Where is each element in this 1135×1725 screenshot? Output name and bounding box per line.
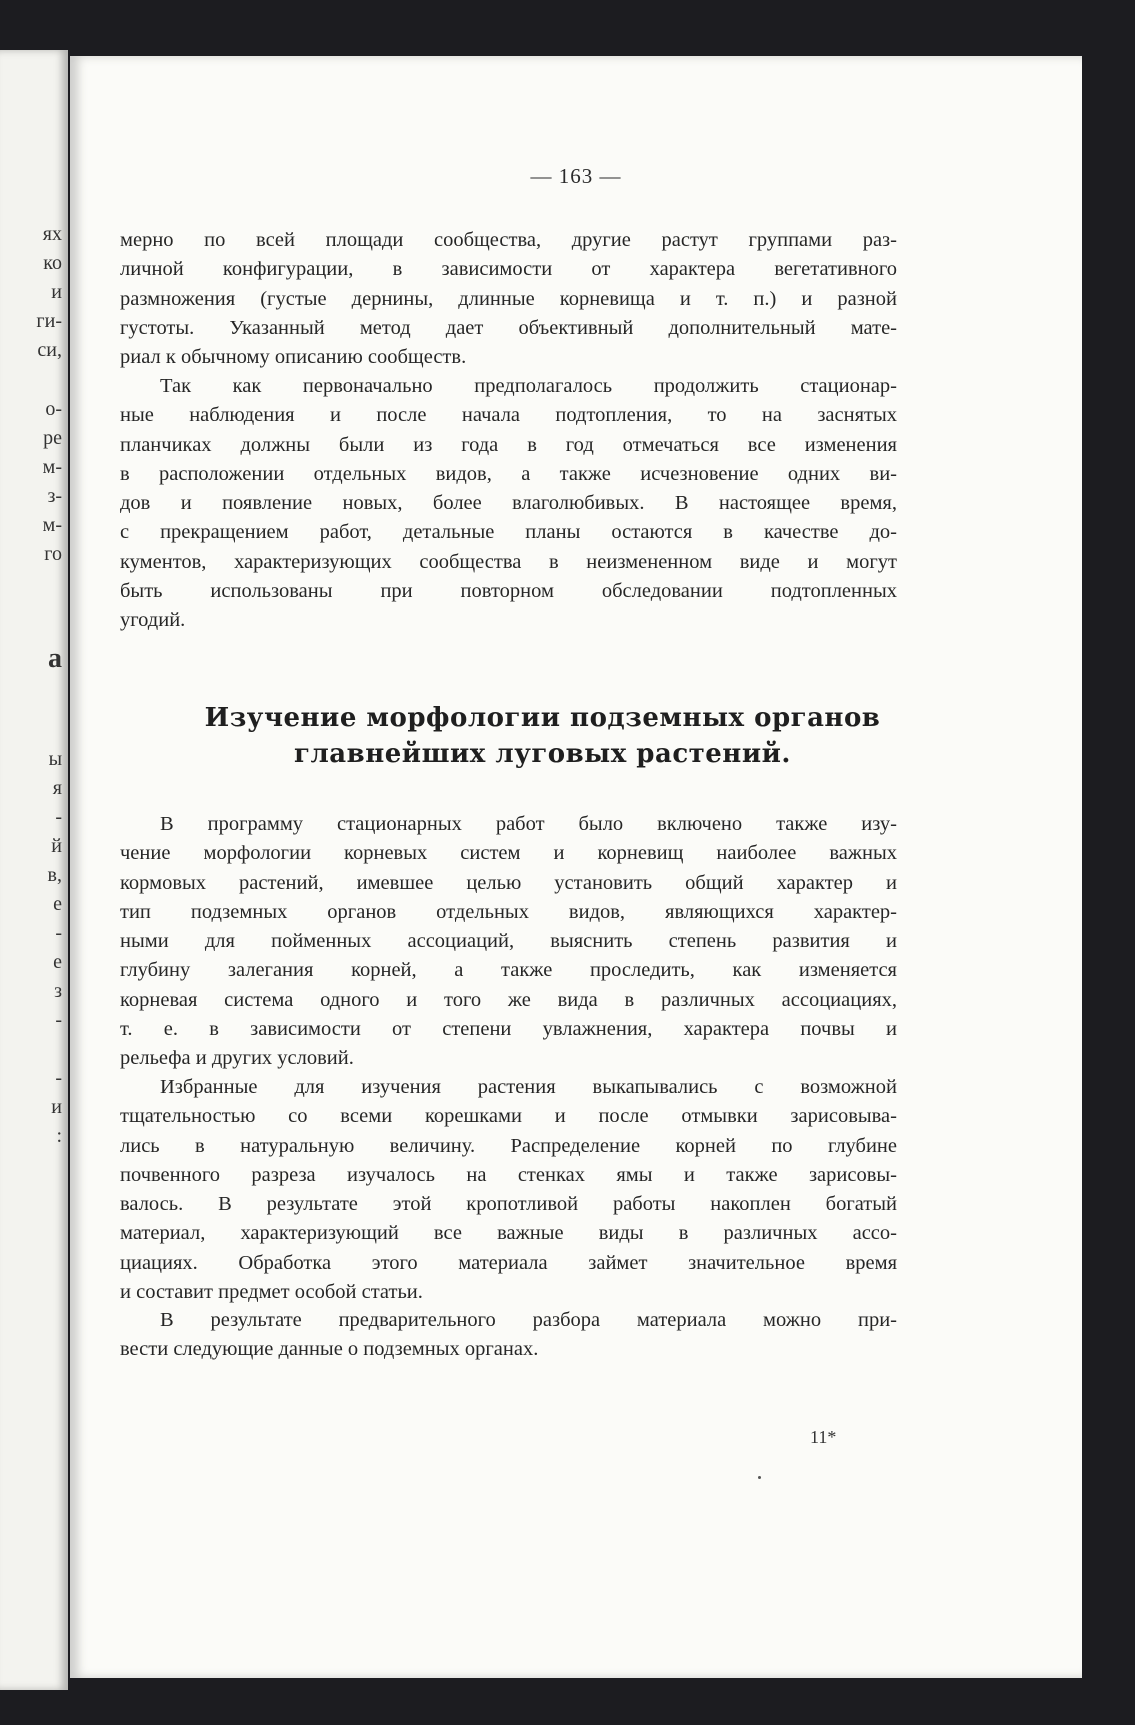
prev-page-fragment: м-	[42, 456, 62, 478]
text-line: валось. В результате этой кропотливой работы накоплен богатый	[120, 1193, 897, 1216]
paragraph-3	[120, 810, 897, 1074]
text-line: лись в натуральную величину. Распределение корней по глубине	[120, 1134, 897, 1157]
signature-mark: 11*	[810, 1427, 837, 1447]
text-line: мерно по всей площади сообщества, другие растут группами раз-	[120, 229, 897, 251]
text-line: чение морфологии корневых систем и корневищ наиболее важных	[120, 842, 897, 865]
prev-page-fragment: и	[51, 281, 62, 303]
text-line: в расположении отдельных видов, а также исчезновение одних ви-	[120, 462, 897, 485]
text-line: корневая система одного и того же вида в различных ассоциациях,	[120, 988, 897, 1011]
paragraph-5	[120, 1306, 897, 1365]
prev-page-fragment: -	[55, 1067, 62, 1089]
text-line: рельефа и других условий.	[120, 1047, 354, 1070]
prev-page-fragment: з	[54, 980, 62, 1002]
prev-page-fragment: й	[51, 835, 62, 857]
paragraph-2	[120, 372, 897, 636]
text-line: кормовых растений, имевшее целью установить общий характер и	[120, 871, 897, 894]
prev-page-fragment: я	[52, 777, 62, 799]
text-line: и составит предмет особой статьи.	[120, 1281, 423, 1304]
prev-page-fragment: ре	[43, 427, 62, 449]
prev-page-fragment: ко	[43, 252, 62, 274]
text-line: быть использованы при повторном обследовании подтопленных	[120, 580, 897, 603]
prev-page-fragment: си,	[37, 339, 62, 361]
prev-page-fragment: ги-	[36, 310, 62, 332]
text-line: глубину залегания корней, а также проследить, как изменяется	[120, 959, 897, 982]
prev-page-fragment: в,	[47, 864, 62, 886]
previous-page-edge	[0, 50, 68, 1690]
text-line: планчиках должны были из года в год отмечаться все изменения	[120, 433, 897, 456]
text-line: личной конфигурации, в зависимости от характера вегетативного	[120, 258, 897, 281]
text-line: густоты. Указанный метод дает объективный дополнительный мате-	[120, 316, 897, 339]
prev-page-fragment: -	[55, 922, 62, 944]
paper-speck	[758, 1476, 761, 1479]
text-line: вести следующие данные о подземных органах.	[120, 1338, 539, 1361]
text-line: почвенного разреза изучалось на стенках ямы и также зарисовы-	[120, 1163, 897, 1186]
text-line: В результате предварительного разбора материала можно при-	[160, 1309, 897, 1331]
scanner-frame	[1088, 0, 1135, 1725]
prev-page-fragment: го	[44, 543, 62, 565]
text-line: ными для пойменных ассоциаций, выяснить степень развития и	[120, 930, 897, 953]
paragraph-1	[120, 226, 897, 372]
text-line: дов и появление новых, более влаголюбивых. В настоящее время,	[120, 492, 897, 515]
text-line: материал, характеризующий все важные виды в различных ассо-	[120, 1222, 897, 1245]
prev-page-fragment: :	[56, 1125, 62, 1147]
heading-line: Изучение морфологии подземных органов	[204, 703, 881, 733]
paragraph-4	[120, 1073, 897, 1307]
prev-page-fragment: ях	[42, 223, 62, 245]
document-page	[70, 56, 1082, 1678]
text-line: риал к обычному описанию сообществ.	[120, 346, 467, 369]
text-line: размножения (густые дернины, длинные корневища и т. п.) и разной	[120, 287, 897, 310]
prev-page-fragment: о-	[45, 398, 62, 420]
prev-page-fragment: м-	[42, 514, 62, 536]
prev-page-fragment: и	[51, 1096, 62, 1118]
heading-line: главнейших луговых растений.	[294, 739, 791, 769]
text-line: циациях. Обработка этого материала займет значительное время	[120, 1251, 897, 1274]
text-line: ные наблюдения и после начала подтопления, то на заснятых	[120, 404, 897, 427]
prev-page-fragment: -	[55, 806, 62, 828]
prev-page-fragment: е	[53, 951, 62, 973]
prev-page-fragment: е	[53, 893, 62, 915]
text-line: Избранные для изучения растения выкапывались с возможной	[160, 1076, 897, 1098]
text-line: угодий.	[120, 609, 186, 632]
section-heading	[120, 700, 965, 772]
text-line: тип подземных органов отдельных видов, являющихся характер-	[120, 900, 897, 923]
prev-page-fragment: а	[48, 643, 62, 674]
prev-page-fragment: -	[55, 1009, 62, 1031]
text-line: Так как первоначально предполагалось продолжить стационар-	[160, 375, 897, 397]
text-line: В программу стационарных работ было включено также изу-	[160, 813, 897, 835]
page-number: — 163 —	[530, 164, 622, 188]
prev-page-fragment: з-	[47, 485, 62, 507]
text-line: тщательностью со всеми корешками и после отмывки зарисовыва-	[120, 1105, 897, 1128]
text-line: т. е. в зависимости от степени увлажнения, характера почвы и	[120, 1018, 897, 1041]
text-line: кументов, характеризующих сообщества в неизмененном виде и могут	[120, 550, 897, 573]
text-line: с прекращением работ, детальные планы остаются в качестве до-	[120, 521, 897, 544]
prev-page-fragment: ы	[48, 748, 62, 770]
